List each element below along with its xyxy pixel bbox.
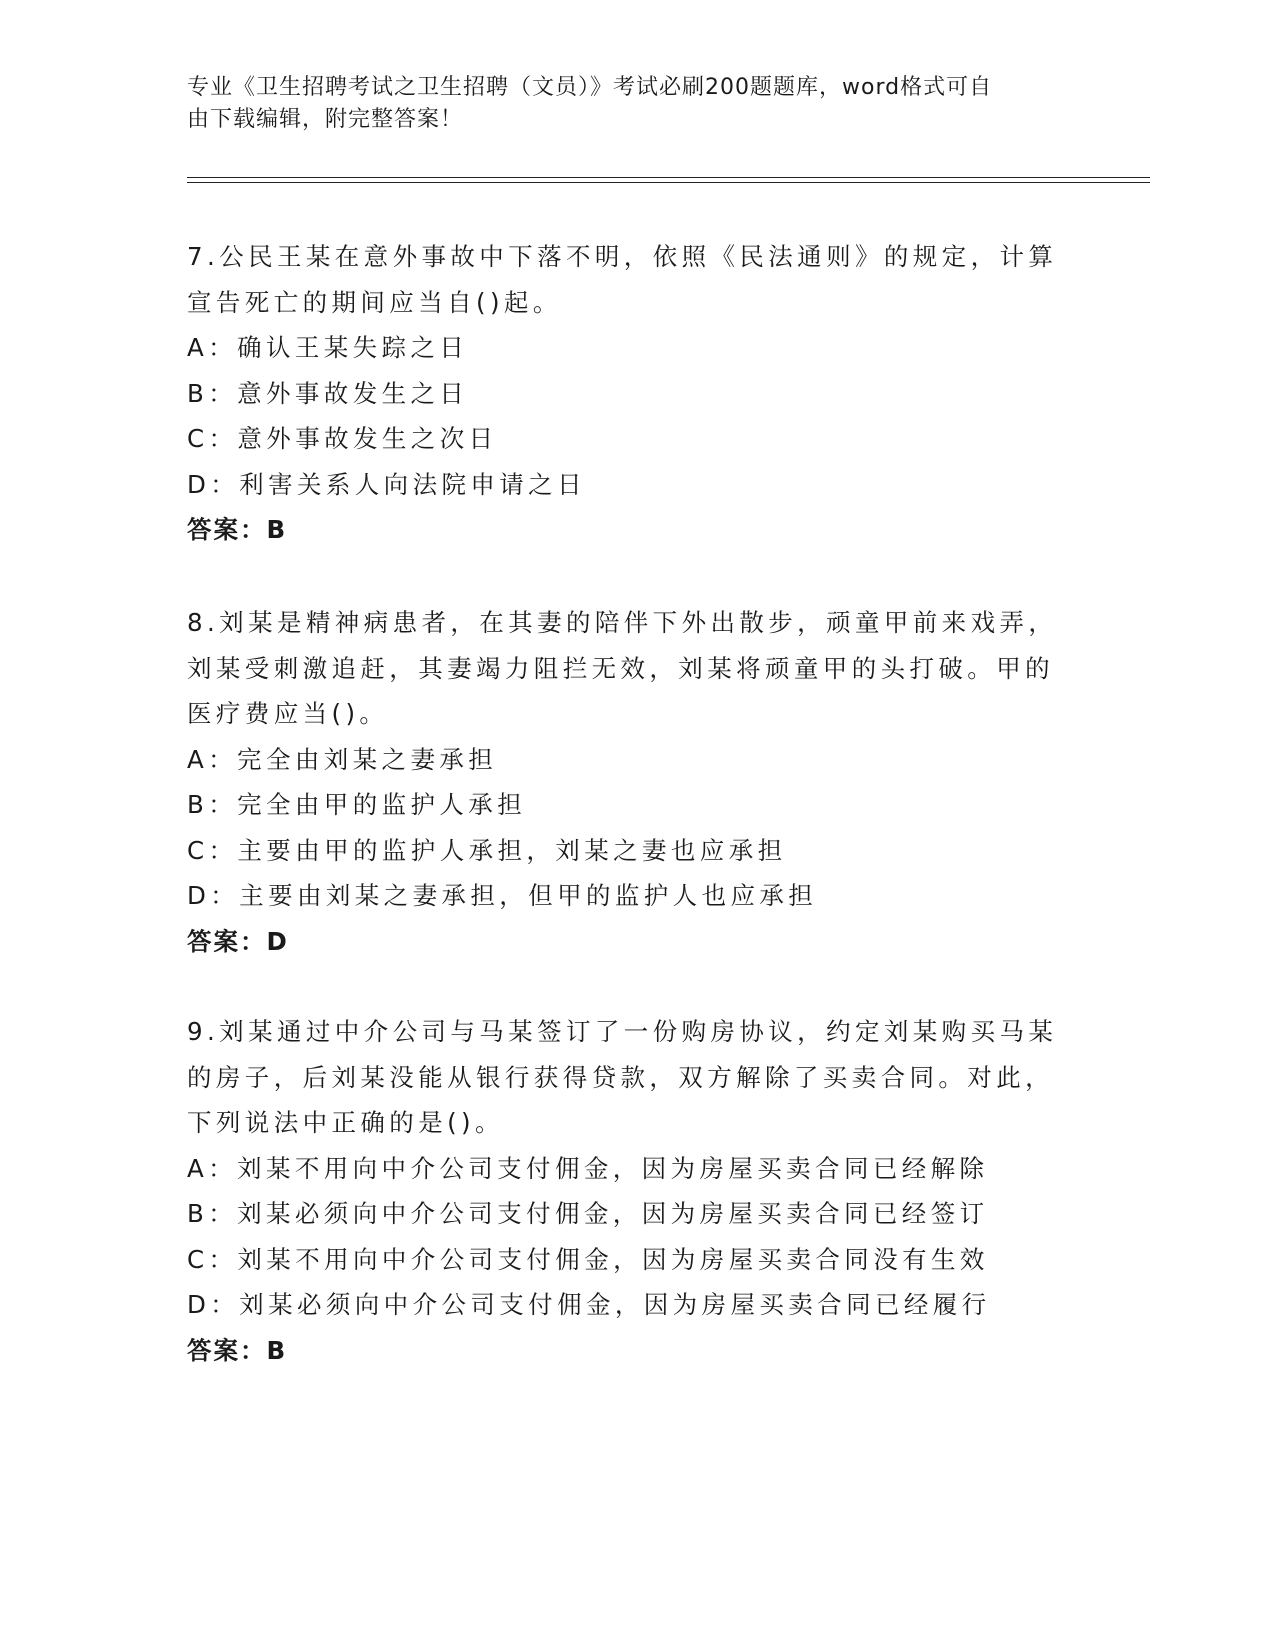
answer-line: 答案：B <box>187 515 288 544</box>
option-d: D：刘某必须向中介公司支付佣金，因为房屋买卖合同已经履行 <box>187 1290 991 1319</box>
option-c: C：意外事故发生之次日 <box>187 424 498 453</box>
option-b: B：完全由甲的监护人承担 <box>187 790 527 819</box>
document-header <box>187 72 1067 136</box>
option-b: B：刘某必须向中介公司支付佣金，因为房屋买卖合同已经签订 <box>187 1199 989 1228</box>
answer-line: 答案：D <box>187 926 289 956</box>
header-divider-top <box>187 177 1150 178</box>
option-d: D：主要由刘某之妻承担，但甲的监护人也应承担 <box>187 881 818 910</box>
question-stem-line: 9.刘某通过中介公司与马某签订了一份购房协议，约定刘某购买马某 <box>187 1017 1058 1046</box>
option-a: A：完全由刘某之妻承担 <box>187 744 498 774</box>
question-9 <box>187 1009 1087 1373</box>
header-divider-bottom <box>187 182 1150 183</box>
question-8 <box>187 600 1087 964</box>
question-stem-line: 医疗费应当()。 <box>187 699 389 728</box>
option-b: B：意外事故发生之日 <box>187 378 469 408</box>
question-stem-line: 7.公民王某在意外事故中下落不明，依照《民法通则》的规定，计算 <box>187 242 1058 271</box>
question-stem-line: 刘某受刺激追赶，其妻竭力阻拦无效，刘某将顽童甲的头打破。甲的 <box>187 653 1054 683</box>
header-line-2: 由下载编辑，附完整答案！ <box>187 107 464 132</box>
question-stem-line: 的房子，后刘某没能从银行获得贷款，双方解除了买卖合同。对此， <box>187 1062 1054 1092</box>
question-stem-line: 8.刘某是精神病患者，在其妻的陪伴下外出散步，顽童甲前来戏弄， <box>187 608 1058 637</box>
option-a: A：刘某不用向中介公司支付佣金，因为房屋买卖合同已经解除 <box>187 1153 989 1183</box>
question-7 <box>187 234 1087 553</box>
option-a: A：确认王某失踪之日 <box>187 333 469 362</box>
question-stem-line: 下列说法中正确的是()。 <box>187 1108 504 1137</box>
option-c: C：刘某不用向中介公司支付佣金，因为房屋买卖合同没有生效 <box>187 1244 989 1274</box>
option-c: C：主要由甲的监护人承担，刘某之妻也应承担 <box>187 835 787 865</box>
option-d: D：利害关系人向法院申请之日 <box>187 469 586 499</box>
answer-line: 答案：B <box>187 1335 288 1365</box>
header-line-1: 专业《卫生招聘考试之卫生招聘（文员）》考试必刷200题题库，word格式可自 <box>187 75 993 100</box>
question-stem-line: 宣告死亡的期间应当自()起。 <box>187 287 562 317</box>
